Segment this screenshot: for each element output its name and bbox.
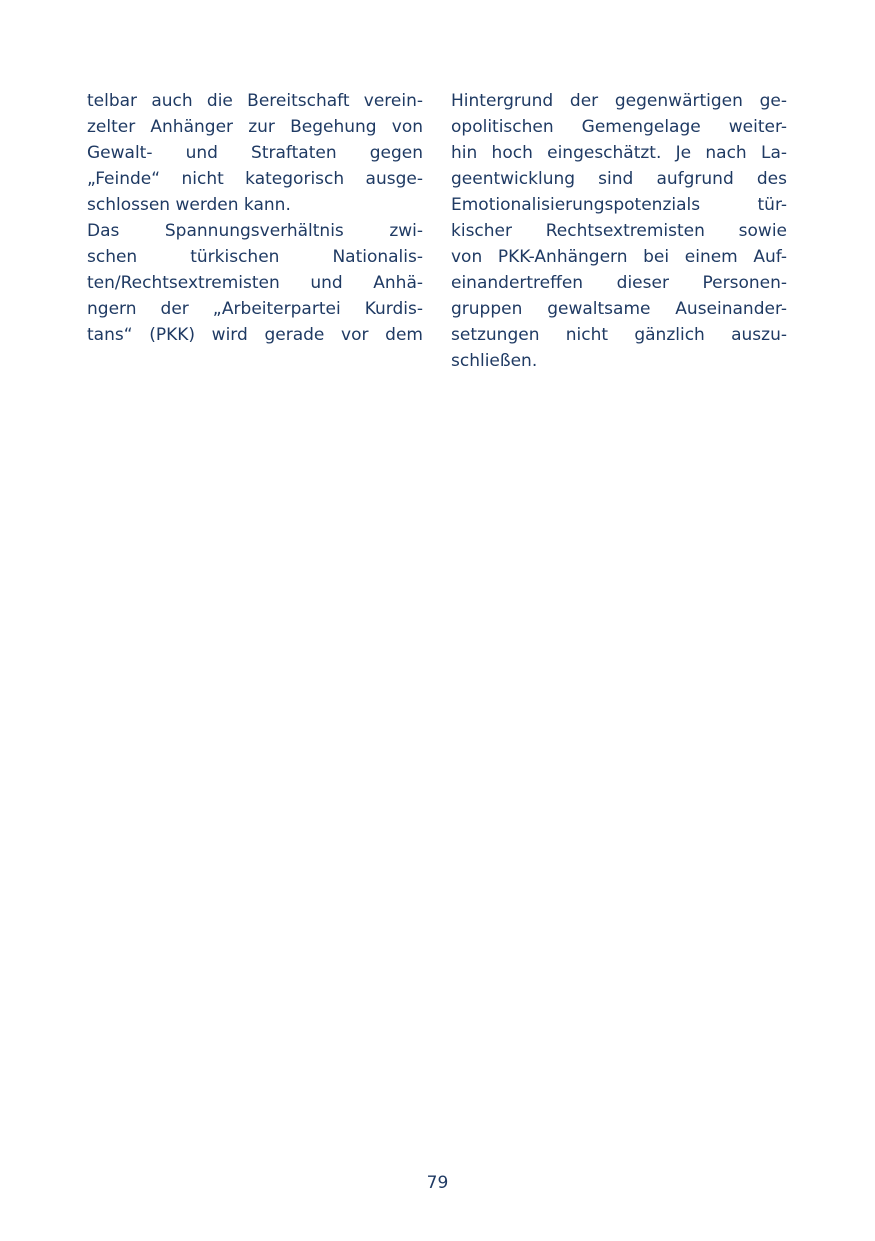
page-number: 79: [426, 1173, 449, 1193]
text-line: einandertreffen dieser Personen-: [451, 273, 787, 293]
left-text-column: [87, 88, 423, 348]
text-line: Hintergrund der gegenwärtigen ge-: [451, 91, 787, 111]
text-line: schen türkischen Nationalis-: [87, 247, 423, 267]
text-line: gruppen gewaltsame Auseinander-: [451, 299, 787, 319]
text-line: geentwicklung sind aufgrund des: [451, 169, 787, 189]
text-line: hin hoch eingeschätzt. Je nach La-: [451, 143, 787, 163]
text-line: schließen.: [451, 351, 538, 371]
text-line: Gewalt- und Straftaten gegen: [87, 143, 423, 163]
text-line: schlossen werden kann.: [87, 195, 291, 215]
text-line: zelter Anhänger zur Begehung von: [87, 117, 423, 137]
text-line: „Feinde“ nicht kategorisch ausge-: [87, 169, 423, 189]
text-line: telbar auch die Bereitschaft verein-: [87, 91, 423, 111]
text-line: tans“ (PKK) wird gerade vor dem: [87, 325, 423, 345]
text-line: ten/Rechtsextremisten und Anhä-: [87, 273, 423, 293]
right-text-column: [451, 88, 787, 374]
text-line: von PKK-Anhängern bei einem Auf-: [451, 247, 787, 267]
text-line: kischer Rechtsextremisten sowie: [451, 221, 787, 241]
text-line: Das Spannungsverhältnis zwi-: [87, 221, 423, 241]
text-line: Emotionalisierungspotenzials tür-: [451, 195, 787, 215]
text-line: setzungen nicht gänzlich auszu-: [451, 325, 787, 345]
text-line: ngern der „Arbeiterpartei Kurdis-: [87, 299, 423, 319]
text-line: opolitischen Gemengelage weiter-: [451, 117, 787, 137]
